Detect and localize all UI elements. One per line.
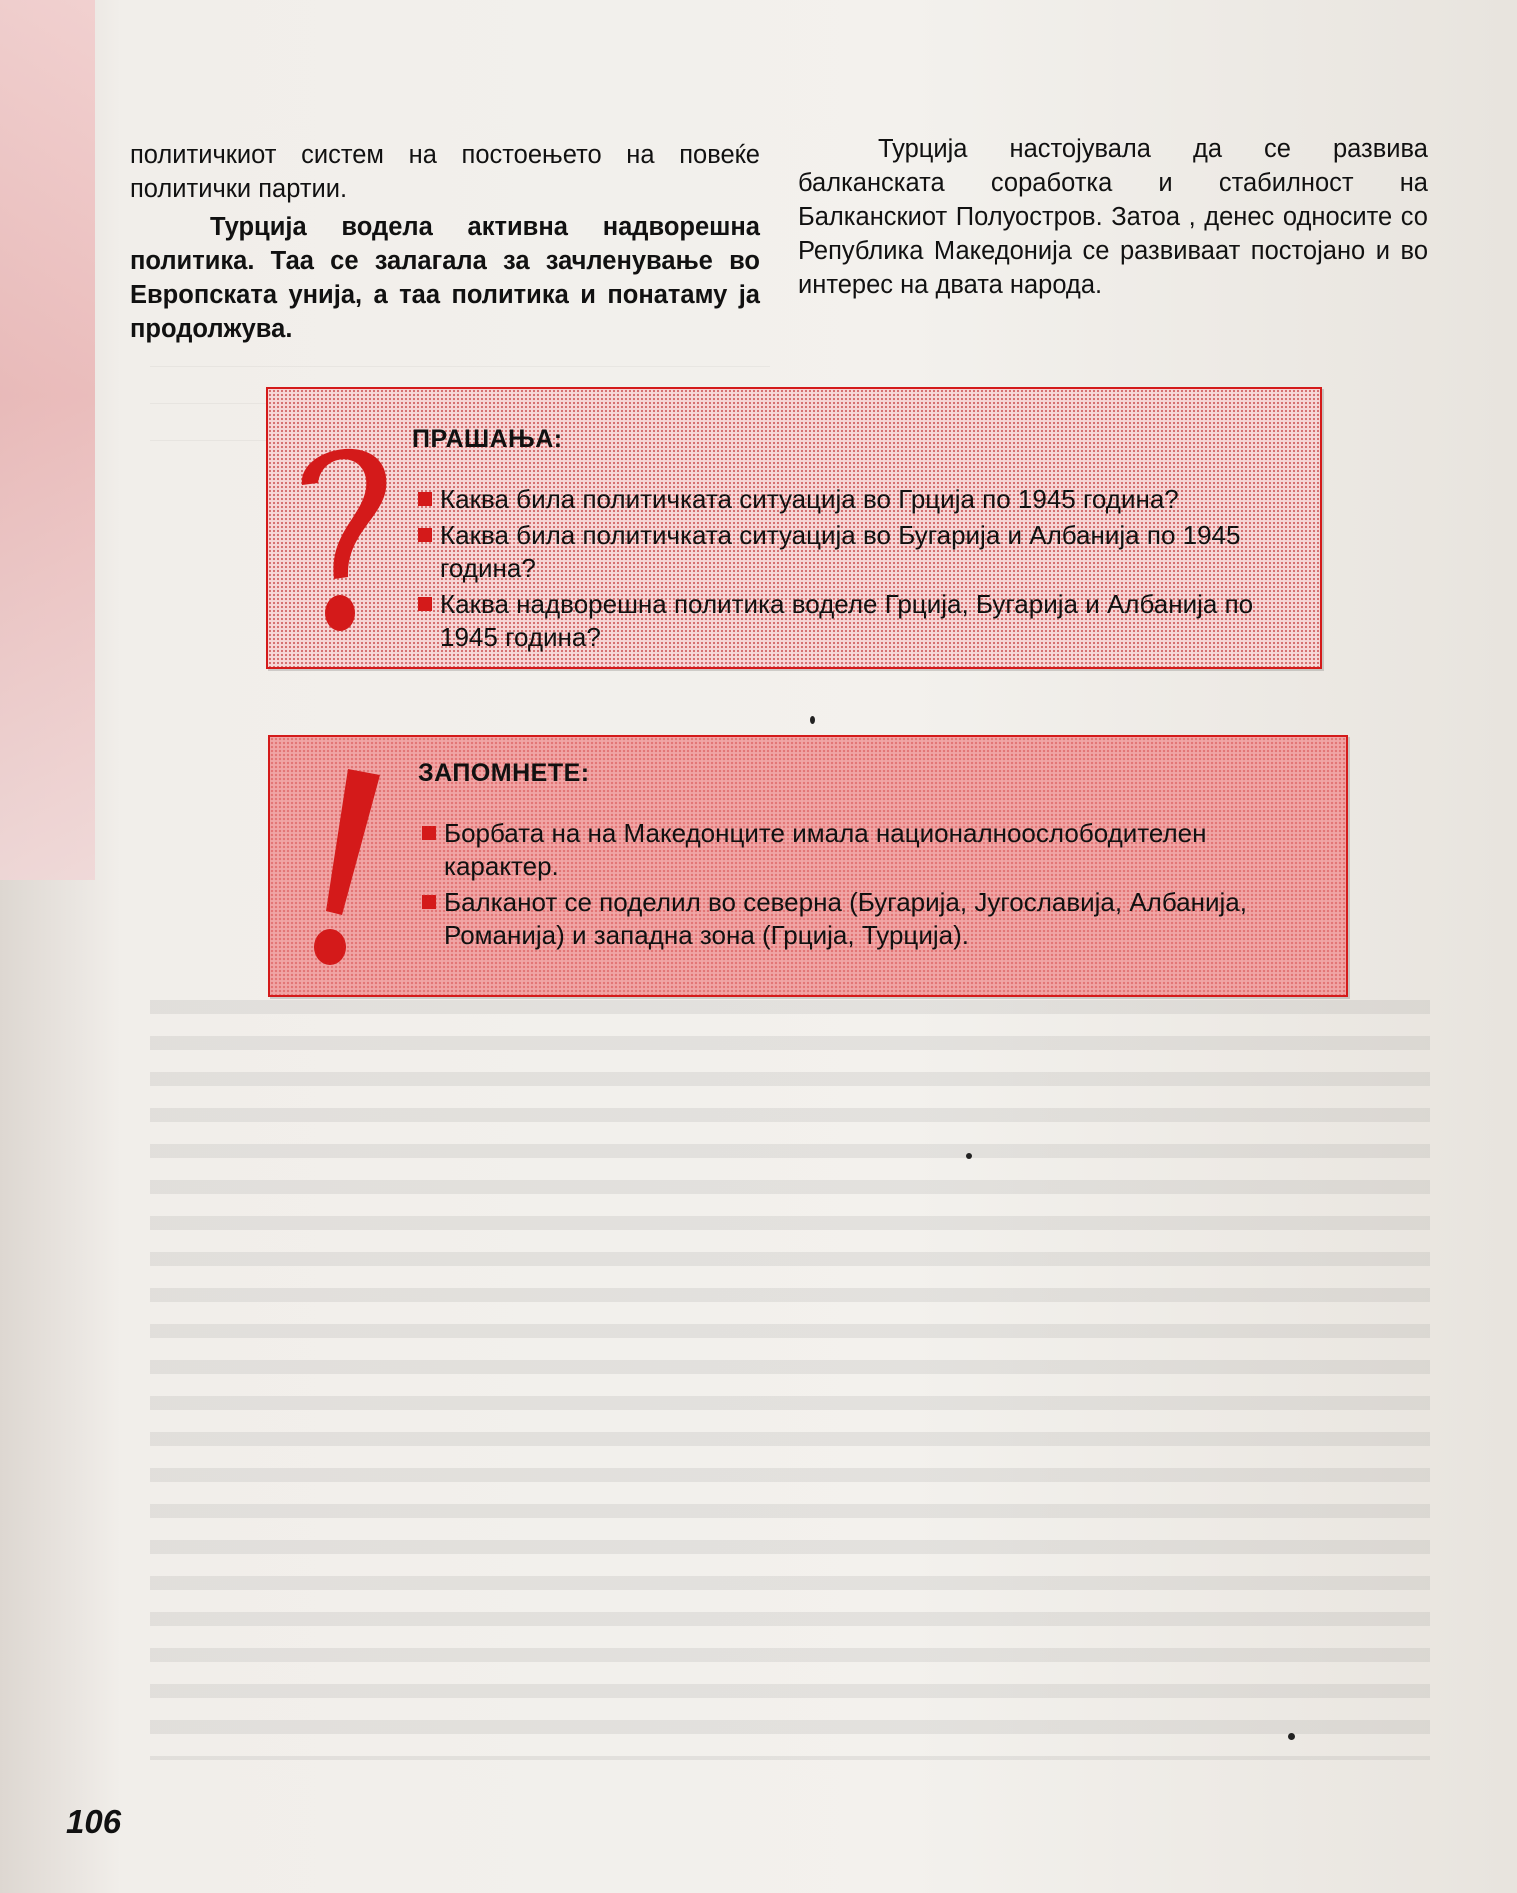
questions-box	[266, 387, 1322, 669]
show-through-texture-lower	[150, 1000, 1430, 1760]
print-speck	[1288, 1733, 1295, 1740]
exclamation-mark-icon	[300, 765, 390, 975]
list-item: Балканот се поделил во северна (Бугарија, Југославија, Албанија, Романија) и западна зона (Грција, Турција).	[422, 886, 1312, 952]
list-item: Борбата на на Македонците имала националноослободителен карактер.	[422, 817, 1312, 883]
remember-title: ЗАПОМНЕТЕ:	[418, 759, 590, 787]
question-mark-icon	[288, 437, 398, 637]
list-item: Каква била политичката ситуација во Бугарија и Албанија по 1945 година?	[418, 519, 1298, 585]
print-speck	[810, 716, 815, 724]
left-paragraph-1: политичкиот систем на постоењето на повеќе политички партии.	[130, 141, 760, 203]
questions-title: ПРАШАЊА:	[412, 425, 563, 453]
bullet-icon	[418, 528, 432, 542]
bullet-icon	[418, 492, 432, 506]
side-strip	[0, 0, 95, 880]
bullet-icon	[422, 826, 436, 840]
bullet-icon	[418, 597, 432, 611]
left-column	[130, 138, 760, 346]
side-strip-decoration	[18, 60, 78, 820]
right-column	[798, 132, 1428, 302]
questions-list	[418, 483, 1298, 654]
right-paragraph-1: Турција настојувала да се развива балканската соработка и стабилност на Балканскиот Полуостров. Затоа , денес односите со Република Македонија се развиваат постојано и во интерес на двата народа.	[798, 135, 1428, 299]
page-number: 106	[66, 1803, 122, 1840]
remember-list	[422, 817, 1312, 952]
list-item: Каква била политичката ситуација во Грција по 1945 година?	[418, 483, 1298, 516]
bullet-icon	[422, 895, 436, 909]
print-speck	[966, 1153, 972, 1159]
left-paragraph-2: Турција водела активна надворешна политика. Таа се залагала за зачленување во Европската унија, а таа политика и понатаму ја продолжува.	[130, 213, 760, 343]
remember-box	[268, 735, 1348, 997]
list-item: Каква надворешна политика воделе Грција, Бугарија и Албанија по 1945 година?	[418, 588, 1298, 654]
